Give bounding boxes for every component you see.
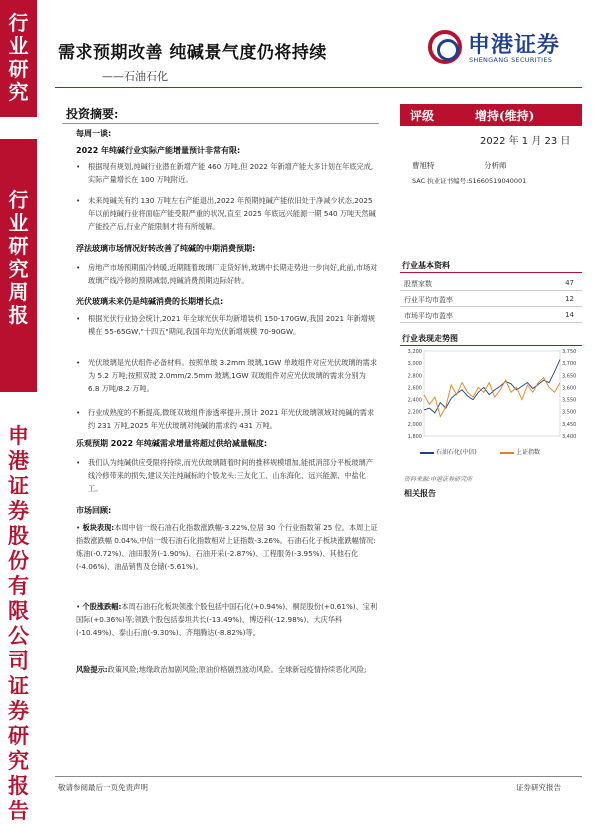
basic-info-heading: 行业基本资料 bbox=[402, 260, 450, 270]
weekly-heading: 每周一谈: bbox=[76, 129, 112, 138]
info-row-value: 47 bbox=[565, 279, 574, 287]
market-heading: 市场回顾: bbox=[76, 506, 112, 515]
legend-swatch-blue bbox=[420, 452, 434, 454]
rating-value: 增持(维持) bbox=[475, 109, 535, 123]
footer-divider bbox=[55, 776, 582, 777]
logo-english: SHENGANG SECURITIES bbox=[469, 56, 553, 64]
related-reports-heading: 相关报告 bbox=[404, 488, 436, 498]
left-tick-label: 3,000 bbox=[407, 361, 422, 368]
abstract-heading: 投资摘要: bbox=[66, 107, 119, 121]
right-tick-label: 3,650 bbox=[562, 373, 577, 380]
right-tick-label: 3,450 bbox=[562, 421, 577, 428]
rating-label: 评级 bbox=[410, 109, 435, 123]
header-divider bbox=[55, 87, 582, 88]
legend-series-b: 上证指数 bbox=[500, 447, 540, 456]
footer-label: 证券研究报告 bbox=[516, 783, 561, 792]
market-sector-performance: • 板块表现:本周中信一级石油石化指数涨跌幅-3.22%,位居 30 个行业指数第 25 位。本周上证指数涨跌幅 0.04%,中信一级石油石化指数相对上证指数-3.26%。石油石化子板块涨跌幅情况:炼油(-0.72%)、油田服务(-1.90%)、石油开采(-2.87%)、工程服务(-3.95%)、其他石化(-4.06%)、油品销售及仓储(-5.61%)。 bbox=[76, 523, 378, 571]
right-tick-label: 3,600 bbox=[562, 385, 577, 392]
bullet-dot-icon: • bbox=[76, 358, 81, 367]
bullet-dot-icon: • bbox=[76, 408, 81, 417]
left-tick-label: 2,600 bbox=[407, 385, 422, 392]
info-row bbox=[404, 311, 578, 321]
s3-bullet-3: • 行业成熟度的不断提高,微斑双玻组件渗透率提升,预计 2021 年光伏玻璃领域对纯碱的需求约 231 万吨,2025 年光伏玻璃对纯碱的需求约 431 万吨。 bbox=[76, 408, 375, 430]
right-tick-label: 3,400 bbox=[562, 434, 577, 440]
section-1-heading: 2022 年纯碱行业实际产能增量预计非常有限: bbox=[76, 146, 241, 155]
logo-icon bbox=[428, 30, 462, 64]
data-source: 资料来源:申港证券研究所 bbox=[404, 476, 473, 483]
s1-bullet-2: • 未来纯碱关有约 130 万吨左右产能退出,2022 年预期纯碱产能依旧处于净减少状态,2025 年以前纯碱行业将面临产能受限严重的状况,直至 2025 年底远兴能源一期 540 万吨天然碱产能投产后,行业产能限制才将有所缓解。 bbox=[76, 196, 376, 231]
report-subtitle: ——石油石化 bbox=[102, 70, 168, 83]
legend-series-a: 石油石化(中信) bbox=[420, 447, 477, 456]
stock-label: 个股涨跌幅: bbox=[82, 602, 122, 611]
left-tick-label: 2,000 bbox=[407, 421, 422, 428]
info-row-label: 股票家数 bbox=[404, 280, 432, 288]
right-tick-label: 3,550 bbox=[562, 397, 577, 404]
info-row bbox=[404, 295, 578, 305]
s1-bullet-1: • 根据现有规划,纯碱行业潜在新增产能 460 万吨,但 2022 年新增产能大多计划在年底完成,实际产量增长在 100 万吨附近。 bbox=[76, 162, 374, 184]
company-logo bbox=[428, 28, 578, 72]
bullet-dot-icon: • bbox=[76, 458, 81, 467]
bullet-dot-icon: • bbox=[76, 314, 81, 323]
right-tick-label: 3,750 bbox=[562, 349, 577, 355]
s2-bullet-1: • 房地产市场预期面冷转暖,近期随着玻璃厂走货好转,玻璃中长期走势进一步向好,此前,市场对玻璃产线冷修的预期减弱,纯碱消费预期边际好转。 bbox=[76, 263, 378, 285]
series-line-0 bbox=[424, 360, 560, 413]
analyst-name: 曹旭特 bbox=[412, 161, 435, 170]
right-tick-label: 3,700 bbox=[562, 361, 577, 368]
bullet-dot-icon: • bbox=[76, 196, 81, 205]
sidebar-mid-block bbox=[0, 139, 37, 392]
section-2-heading: 浮法玻璃市场情况好转改善了纯碱的中期消费预期: bbox=[76, 244, 256, 253]
sector-label: 板块表现: bbox=[82, 523, 115, 532]
left-tick-label: 2,800 bbox=[407, 373, 422, 380]
row-divider bbox=[400, 322, 582, 323]
logo-name: 申港证券 bbox=[468, 33, 561, 58]
risk-label: 风险提示: bbox=[76, 665, 108, 674]
s3-bullet-2: • 光伏玻璃是光伏组件必备材料。按照单玻 3.2mm 玻璃,1GW 单玻组件对应光伏玻璃的需求为 5.2 万吨;按照双玻 2.0mm/2.5mm 玻璃,1GW 双玻组件对应光伏玻璃的需求分别为 6.8 万吨/8.2 万吨。 bbox=[76, 358, 378, 393]
sidebar-top-label: 行业研究 bbox=[8, 11, 29, 104]
trend-divider bbox=[400, 345, 582, 346]
sidebar-top-block bbox=[0, 0, 37, 117]
bullet-dot-icon: • bbox=[76, 263, 81, 272]
info-row-label: 行业平均市盈率 bbox=[404, 296, 453, 304]
sac-number: SAC 执业证书编号:S1660519040001 bbox=[412, 177, 527, 185]
plot-frame bbox=[424, 351, 560, 436]
sidebar-bottom-block bbox=[0, 412, 37, 823]
left-tick-label: 1,800 bbox=[407, 434, 422, 440]
abstract-divider bbox=[62, 123, 379, 124]
rating-bar bbox=[400, 104, 582, 126]
vertical-sidebar bbox=[0, 0, 37, 823]
report-date: 2022 年 1 月 23 日 bbox=[480, 136, 571, 147]
right-tick-label: 3,500 bbox=[562, 409, 577, 416]
row-divider bbox=[400, 306, 582, 307]
section-3-heading: 光伏玻璃未来仍是纯碱消费的长期增长点: bbox=[76, 297, 224, 306]
disclaimer-note: 敬请参阅最后一页免责声明 bbox=[58, 783, 148, 792]
risk-warning: 风险提示:政策风险;地缘政治加剧风险;原油价格剧烈波动风险。全球新冠疫情持续恶化风险; bbox=[76, 665, 367, 674]
basic-info-divider bbox=[400, 272, 582, 273]
industry-trend-chart bbox=[402, 348, 580, 440]
left-tick-label: 3,200 bbox=[407, 349, 422, 355]
s3-bullet-1: • 根据光伏行业协会统计,2021 年全球光伏年均新增装机 150-170GW,我国 2021 年新增规模在 55-65GW,"十四五"期间,我国年均光伏新增规模 70-90GW。 bbox=[76, 314, 376, 336]
section-4-heading: 乐观预期 2022 年纯碱需求增量将超过供给减量幅度: bbox=[76, 439, 268, 448]
sidebar-mid-label: 行业研究周报 bbox=[8, 188, 29, 327]
trend-heading: 行业表现走势图 bbox=[402, 333, 458, 343]
info-row-label: 市场平均市盈率 bbox=[404, 312, 453, 320]
info-row-value: 12 bbox=[565, 295, 574, 303]
info-row bbox=[404, 279, 578, 289]
row-divider bbox=[400, 290, 582, 291]
bullet-dot-icon: • bbox=[76, 162, 81, 171]
info-row-value: 14 bbox=[565, 311, 574, 319]
market-stock-moves: • 个股涨跌幅:本周石油石化板块领涨个股包括中国石化(+0.94%)、桐昆股份(+0.61%)、宝利国际(+0.36%)等;领跌个股包括泰坦共长(-13.49%)、博迈科(-12.98%)、大庆华科(-10.49%)、泰山石油(-9.30%)、齐翔腾达(-8.82%)等。 bbox=[76, 602, 378, 637]
legend-swatch-orange bbox=[500, 452, 514, 454]
analyst-role: 分析师 bbox=[484, 161, 507, 170]
left-tick-label: 2,200 bbox=[407, 409, 422, 416]
left-tick-label: 2,400 bbox=[407, 397, 422, 404]
s4-bullet-1: • 我们认为纯碱供应受限将持续,而光伏玻璃随着时间的推移规模增加,能抵消部分平板玻璃产线冷修带来的损失,建议关注纯碱标的个股龙头:三友化工、山东海化、远兴能源、中盐化工。 bbox=[76, 458, 373, 493]
report-title: 需求预期改善 纯碱景气度仍将持续 bbox=[58, 43, 327, 63]
sidebar-bottom-label: 申港证券股份有限公司证券研究报告 bbox=[8, 424, 29, 823]
